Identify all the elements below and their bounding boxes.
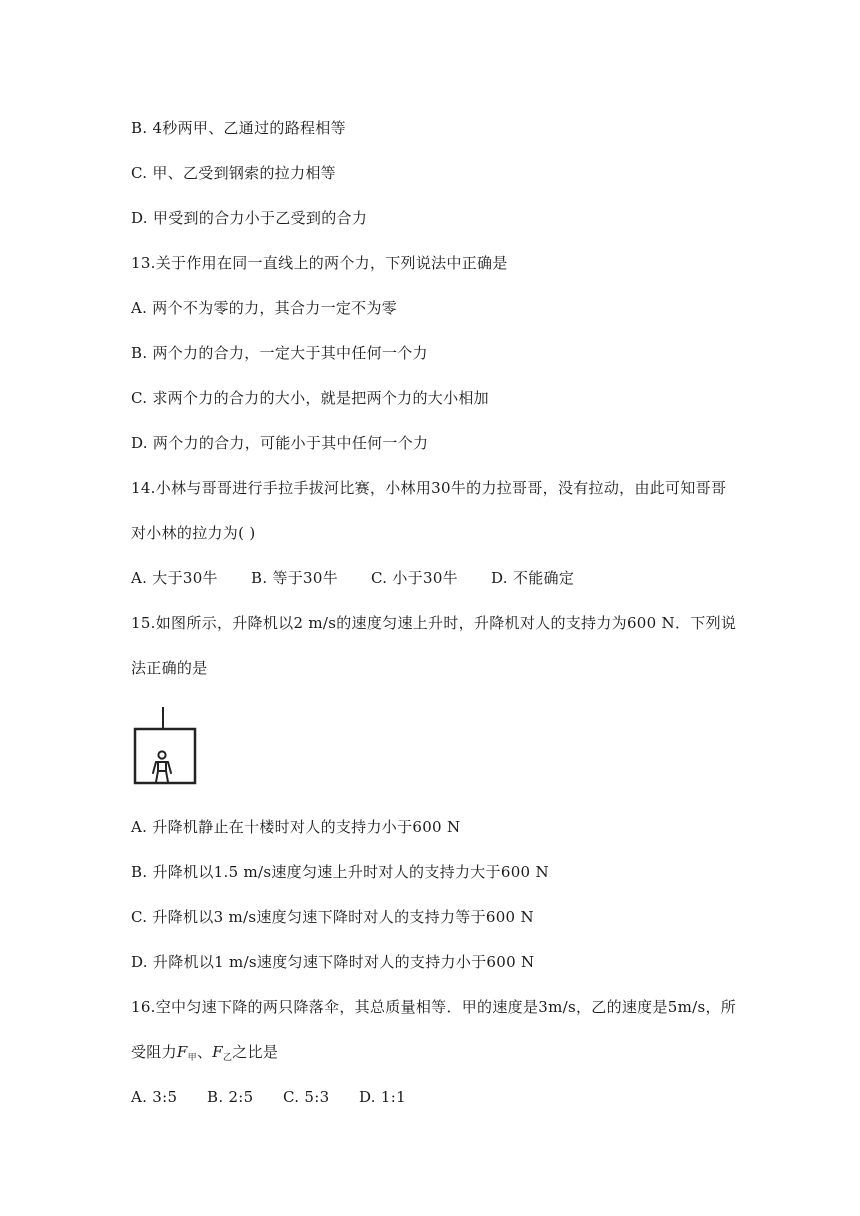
q15-stem-line2: 法正确的是 — [131, 659, 208, 677]
force-symbol-2: F — [212, 1043, 223, 1061]
person-icon — [153, 751, 171, 782]
elevator-figure — [133, 707, 197, 785]
q16-options — [131, 1087, 750, 1107]
q16-stem-line1: 16.空中匀速下降的两只降落伞，其总质量相等．甲的速度是3m/s，乙的速度是5m/s，所 — [131, 998, 737, 1016]
q15-option-b: B. 升降机以1.5 m/s速度匀速上升时对人的支持力大于600 N — [131, 863, 549, 881]
q15-option-d: D. 升降机以1 m/s速度匀速下降时对人的支持力小于600 N — [131, 953, 535, 971]
force-symbol-1: F — [176, 1043, 188, 1061]
q16-text-post: 之比是 — [232, 1043, 279, 1061]
q14-option-b: B. 等于30牛 — [251, 569, 339, 587]
q14-options — [131, 568, 750, 588]
q13-option-d: D. 两个力的合力，可能小于其中任何一个力 — [131, 434, 429, 452]
force-subscript-2: 乙 — [222, 1053, 233, 1063]
q13-stem: 13.关于作用在同一直线上的两个力，下列说法中正确是 — [131, 254, 508, 272]
q16-option-d: D. 1:1 — [359, 1088, 406, 1106]
q16-option-c: C. 5:3 — [283, 1088, 330, 1106]
q14-option-d: D. 不能确定 — [491, 569, 575, 587]
q15-option-c: C. 升降机以3 m/s速度匀速下降时对人的支持力等于600 N — [131, 908, 534, 926]
q13-option-a: A. 两个不为零的力，其合力一定不为零 — [131, 299, 398, 317]
q16-option-a: A. 3:5 — [131, 1088, 178, 1106]
q14-option-c: C. 小于30牛 — [371, 569, 458, 587]
q15-option-a: A. 升降机静止在十楼时对人的支持力小于600 N — [131, 818, 461, 836]
q13-option-c: C. 求两个力的合力的大小，就是把两个力的大小相加 — [131, 389, 489, 407]
q13-option-b: B. 两个力的合力，一定大于其中任何一个力 — [131, 344, 428, 362]
q16-stem-line2 — [131, 1042, 750, 1068]
q14-option-a: A. 大于30牛 — [131, 569, 218, 587]
q14-stem-line1: 14.小林与哥哥进行手拉手拔河比赛，小林用30牛的力拉哥哥，没有拉动，由此可知哥哥 — [131, 479, 727, 497]
q16-separator: 、 — [196, 1043, 213, 1061]
q14-stem-line2: 对小林的拉力为( ) — [131, 524, 256, 542]
q12-option-d: D. 甲受到的合力小于乙受到的合力 — [131, 209, 368, 227]
q12-option-c: C. 甲、乙受到钢索的拉力相等 — [131, 164, 336, 182]
q12-option-b: B. 4秒两甲、乙通过的路程相等 — [131, 119, 346, 137]
q16-option-b: B. 2:5 — [207, 1088, 254, 1106]
q15-stem-line1: 15.如图所示，升降机以2 m/s的速度匀速上升时，升降机对人的支持力为600 N．下列说 — [131, 614, 737, 632]
q16-text-pre: 受阻力 — [131, 1043, 177, 1061]
force-subscript-1: 甲 — [187, 1053, 197, 1063]
